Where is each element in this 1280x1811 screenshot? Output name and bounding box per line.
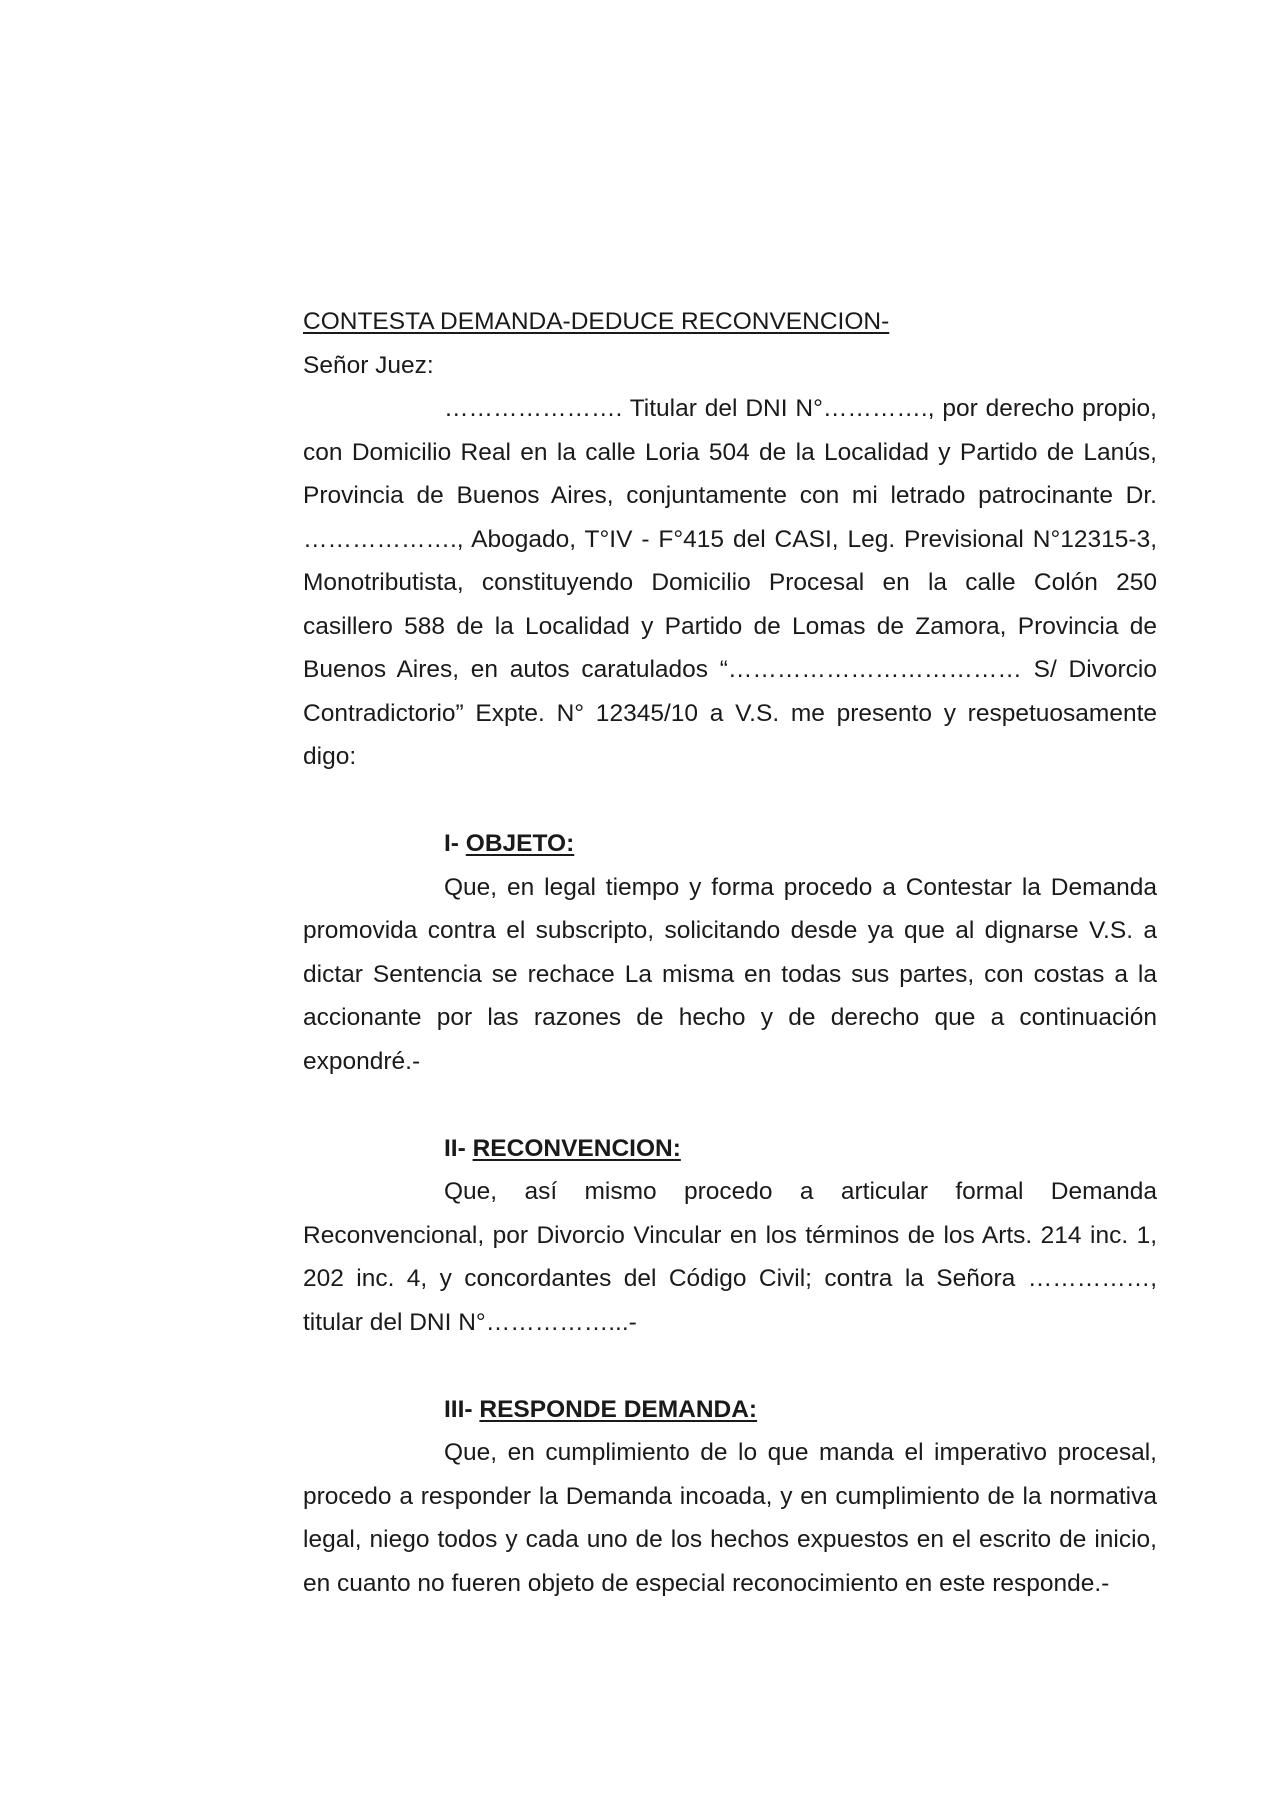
section-body-reconvencion: Que, así mismo procedo a articular formal Demanda Reconvencional, por Divorcio Vincular en los términos de los Arts. 214 inc. 1, 202 inc. 4, y concordantes del Código Civil; contra la Señora ……………, titular del DNI N°……………...- [303,1178,1157,1336]
document-title: CONTESTA DEMANDA-DEDUCE RECONVENCION- [303,308,890,335]
intro-paragraph: …………………. Titular del DNI N°…………., por derecho propio, con Domicilio Real en la calle Loria 504 de la Localidad y Partido de Lanús, Provincia de Buenos Aires, conjuntamente con mi letrado patrocinante Dr. ………………., Abogado, T°IV - F°415 del CASI, Leg. Previsional N°12315-3, Monotributista, constituyendo Domicilio Procesal en la calle Colón 250 casillero 588 de la Localidad y Partido de Lomas de Zamora, Provincia de Buenos Aires, en autos caratulados “……………………………… S/ Divorcio Contradictorio” Expte. N° 12345/10 a V.S. me presento y respetuosamente digo: [303,395,1157,770]
section-heading-label: RECONVENCION: [472,1134,681,1162]
section-body-responde-demanda: Que, en cumplimiento de lo que manda el imperativo procesal, procedo a responder la Demanda incoada, y en cumplimiento de la normativa legal, niego todos y cada uno de los hechos expuestos en el escrito de inicio, en cuanto no fueren objeto de especial reconocimiento en este responde.- [303,1439,1157,1597]
section-heading-responde-demanda [303,1388,1157,1432]
section-number: II- [444,1134,473,1162]
section-heading-objeto [303,822,1157,866]
section-number: III- [444,1395,480,1423]
document-body [303,300,1157,1605]
section-heading-reconvencion [303,1127,1157,1171]
salutation: Señor Juez: [303,351,434,379]
section-number: I- [444,830,466,857]
section-heading-label: RESPONDE DEMANDA: [479,1395,758,1423]
section-heading-label: OBJETO: [465,830,575,857]
section-body-objeto: Que, en legal tiempo y forma procedo a Contestar la Demanda promovida contra el subscripto, solicitando desde ya que al dignarse V.S. a dictar Sentencia se rechace La misma en todas sus partes, con costas a la accionante por las razones de hecho y de derecho que a continuación expondré.- [303,873,1157,1075]
